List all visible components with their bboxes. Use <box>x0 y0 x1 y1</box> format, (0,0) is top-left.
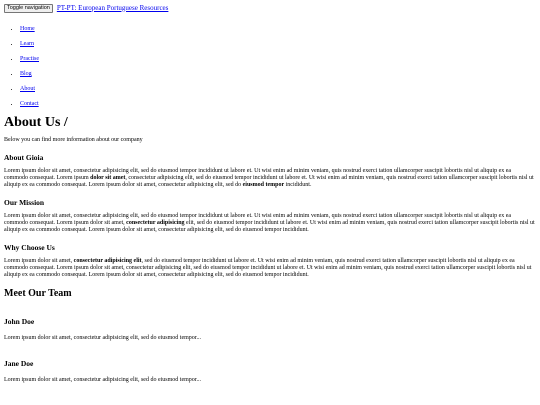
nav-link-home[interactable]: • Home <box>20 26 35 32</box>
team-member-name: John Doe <box>4 317 35 326</box>
nav-item-about <box>20 79 536 94</box>
team-member-bio: Lorem ipsum dolor sit amet, consectetur adipisicing elit, sed do eiusmod tempor... <box>4 377 201 383</box>
about-text-3: incididunt. <box>284 182 312 188</box>
mission-paragraph <box>4 213 536 234</box>
nav-item-home <box>20 19 536 34</box>
brand-link[interactable]: PT-PT: European Portuguese Resources <box>56 3 169 12</box>
page-intro: Below you can find more information about our company <box>4 137 143 143</box>
mission-section <box>4 198 536 234</box>
team-member <box>4 359 536 384</box>
about-bold-1: dolor sit amet <box>90 175 126 181</box>
mission-text-2: elit, sed do eiusmod tempor incididunt ut labore et. Ut wisi enim ad minim veniam, quis nostrud exerci tation ullamcorper suscipit lobortis nisl ut aliquip ex ea commodo consequat. Lorem ipsum dolor sit amet, consectetur adipisicing elit, sed do eiusmod tempor incididunt. <box>4 220 535 233</box>
team-member <box>4 317 536 342</box>
navbar-header <box>4 3 536 13</box>
nav-link-blog[interactable]: • Blog <box>20 71 32 77</box>
nav-link-learn[interactable]: • Learn <box>20 41 34 47</box>
nav-item-learn <box>20 34 536 49</box>
about-text-1: Lorem ipsum dolor sit amet, consectetur adipisicing elit, sed do eiusmod tempor incididunt ut labore et. Ut wisi enim ad minim veniam, quis nostrud exerci tation ullamcorper suscipit lobortis nisl ut aliquip ex ea commodo consequat. Lorem ipsum <box>4 168 512 181</box>
toggle-navigation-button[interactable]: Toggle navigation <box>4 4 53 13</box>
team-member-name: Jane Doe <box>4 359 34 368</box>
why-section <box>4 243 536 279</box>
nav-link-contact[interactable]: • Contact <box>20 101 39 107</box>
team-section <box>4 288 536 384</box>
about-section <box>4 153 536 189</box>
about-heading: About Gioia <box>4 153 44 162</box>
why-text-2: , sed do eiusmod tempor incididunt ut labore et. Ut wisi enim ad minim veniam, quis nostrud exerci tation ullamcorper suscipit lobortis nisl ut aliquip ex ea commodo consequat. Lorem ipsum dolor sit amet, consectetur adipisicing elit, sed do eiusmod tempor incididunt ut labore et. Ut wisi enim ad minim veniam, quis nostrud exerci tation ullamcorper suscipit lobortis nisl ut aliquip ex ea commodo consequat. Lorem ipsum dolor sit amet, consectetur adipisicing elit, sed do eiusmod tempor incididunt. <box>4 258 532 278</box>
main-nav <box>4 19 536 109</box>
about-text-2: , consectetur adipisicing elit, sed do eiusmod tempor incididunt ut labore et. Ut wisi enim ad minim veniam, quis nostrud exerci tation ullamcorper suscipit lobortis nisl ut aliquip ex ea commodo consequat. Lorem ipsum dolor sit amet, consectetur adipisicing elit, sed do <box>4 175 534 188</box>
why-heading: Why Choose Us <box>4 243 55 252</box>
mission-text-1: Lorem ipsum dolor sit amet, consectetur adipisicing elit, sed do eiusmod tempor incididunt ut labore et. Ut wisi enim ad minim veniam, quis nostrud exerci tation ullamcorper suscipit lobortis nisl ut aliquip ex ea commodo consequat. Lorem ipsum dolor sit amet, <box>4 213 512 226</box>
team-heading: Meet Our Team <box>4 288 72 299</box>
mission-heading: Our Mission <box>4 198 45 207</box>
nav-link-practise[interactable]: • Practise <box>20 56 39 62</box>
nav-link-about[interactable]: • About <box>20 86 35 92</box>
nav-item-contact <box>20 94 536 109</box>
about-bold-2: eiusmod tempor <box>242 182 285 188</box>
team-member-bio: Lorem ipsum dolor sit amet, consectetur adipisicing elit, sed do eiusmod tempor... <box>4 335 201 341</box>
mission-bold-1: consectetur adipisicing <box>126 220 185 226</box>
why-paragraph <box>4 258 536 279</box>
nav-item-blog <box>20 64 536 79</box>
about-paragraph <box>4 168 536 189</box>
nav-item-practise <box>20 49 536 64</box>
why-text-1: Lorem ipsum dolor sit amet, <box>4 258 74 264</box>
why-bold-1: consectetur adipisicing elit <box>73 258 142 264</box>
page-title: About Us / <box>4 115 68 130</box>
